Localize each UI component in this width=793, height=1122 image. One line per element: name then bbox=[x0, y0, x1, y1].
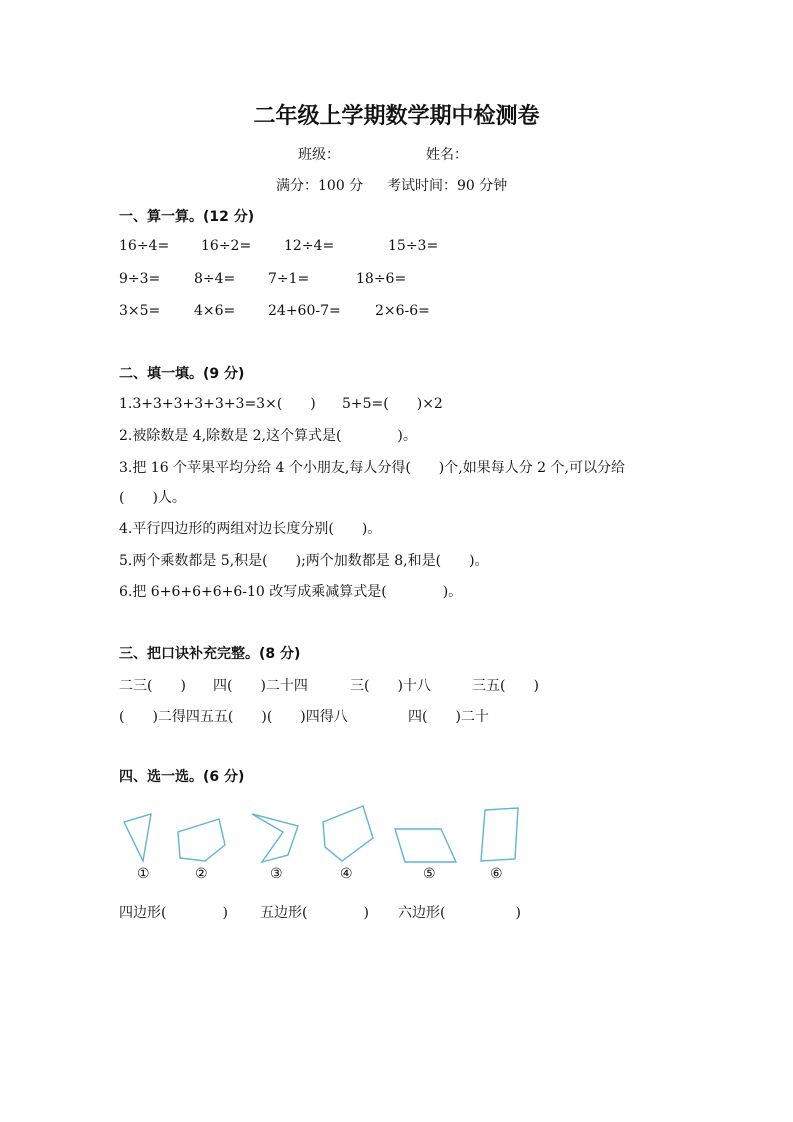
section2-title: 二、填一填。(9 分) bbox=[119, 366, 245, 382]
fill-question-1b: 5+5=( )×2 bbox=[342, 396, 443, 412]
calc-problem: 15÷3= bbox=[388, 238, 439, 254]
shape-label: ④ bbox=[340, 866, 353, 882]
rhyme-item: 三( )十八 bbox=[350, 678, 431, 694]
shape-3-concave-quad bbox=[252, 814, 298, 862]
calc-problem: 12÷4= bbox=[284, 238, 335, 254]
fill-question-1a: 1.3+3+3+3+3+3=3×( ) bbox=[119, 396, 316, 412]
time-info: 考试时间：90 分钟 bbox=[387, 178, 508, 194]
rhyme-item: 四( )二十 bbox=[408, 709, 489, 725]
shape-2-pentagon bbox=[178, 819, 225, 861]
shape-5-parallelogram bbox=[395, 829, 456, 862]
calc-problem: 2×6-6= bbox=[375, 303, 430, 319]
fill-question-2: 2.被除数是 4,除数是 2,这个算式是( )。 bbox=[119, 428, 417, 444]
section4-title: 四、选一选。(6 分) bbox=[119, 769, 245, 785]
rhyme-item: ( )二得四五五( )( )四得八 bbox=[119, 709, 348, 725]
answer-quadrilateral: 四边形( ) bbox=[119, 905, 228, 921]
page-title: 二年级上学期数学期中检测卷 bbox=[253, 104, 540, 129]
shape-label: ① bbox=[137, 866, 150, 882]
shape-label: ② bbox=[195, 866, 208, 882]
shape-6-quadrilateral bbox=[481, 808, 518, 861]
name-label: 姓名： bbox=[426, 147, 468, 163]
rhyme-item: 三五( ) bbox=[472, 678, 539, 694]
calc-problem: 18÷6= bbox=[356, 271, 407, 287]
fill-question-3-cont: ( )人。 bbox=[119, 490, 186, 506]
answer-pentagon: 五边形( ) bbox=[260, 905, 369, 921]
shape-label: ⑥ bbox=[490, 866, 503, 882]
class-label: 班级： bbox=[298, 147, 340, 163]
rhyme-item: 二三( ) bbox=[119, 678, 186, 694]
rhyme-item: 四( )二十四 bbox=[213, 678, 308, 694]
calc-problem: 8÷4= bbox=[194, 271, 236, 287]
section3-title: 三、把口诀补充完整。(8 分) bbox=[119, 646, 301, 662]
shape-1-triangle bbox=[124, 814, 151, 861]
fill-question-5: 5.两个乘数都是 5,积是( );两个加数都是 8,和是( )。 bbox=[119, 553, 489, 569]
shape-label: ③ bbox=[270, 866, 283, 882]
calc-problem: 4×6= bbox=[194, 303, 236, 319]
calc-problem: 7÷1= bbox=[268, 271, 310, 287]
answer-hexagon: 六边形( ) bbox=[398, 905, 521, 921]
fill-question-6: 6.把 6+6+6+6+6-10 改写成乘减算式是( )。 bbox=[119, 584, 463, 600]
shape-label: ⑤ bbox=[423, 866, 436, 882]
calc-problem: 9÷3= bbox=[119, 271, 161, 287]
shape-4-pentagon bbox=[323, 806, 373, 861]
fill-question-3: 3.把 16 个苹果平均分给 4 个小朋友,每人分得( )个,如果每人分 2 个,可以分给 bbox=[119, 460, 625, 476]
calc-problem: 3×5= bbox=[119, 303, 161, 319]
calc-problem: 16÷4= bbox=[119, 238, 170, 254]
score-info: 满分：100 分 bbox=[276, 178, 364, 194]
calc-problem: 24+60-7= bbox=[268, 303, 341, 319]
calc-problem: 16÷2= bbox=[201, 238, 252, 254]
fill-question-4: 4.平行四边形的两组对边长度分别( )。 bbox=[119, 521, 382, 537]
section1-title: 一、算一算。(12 分) bbox=[119, 209, 255, 225]
